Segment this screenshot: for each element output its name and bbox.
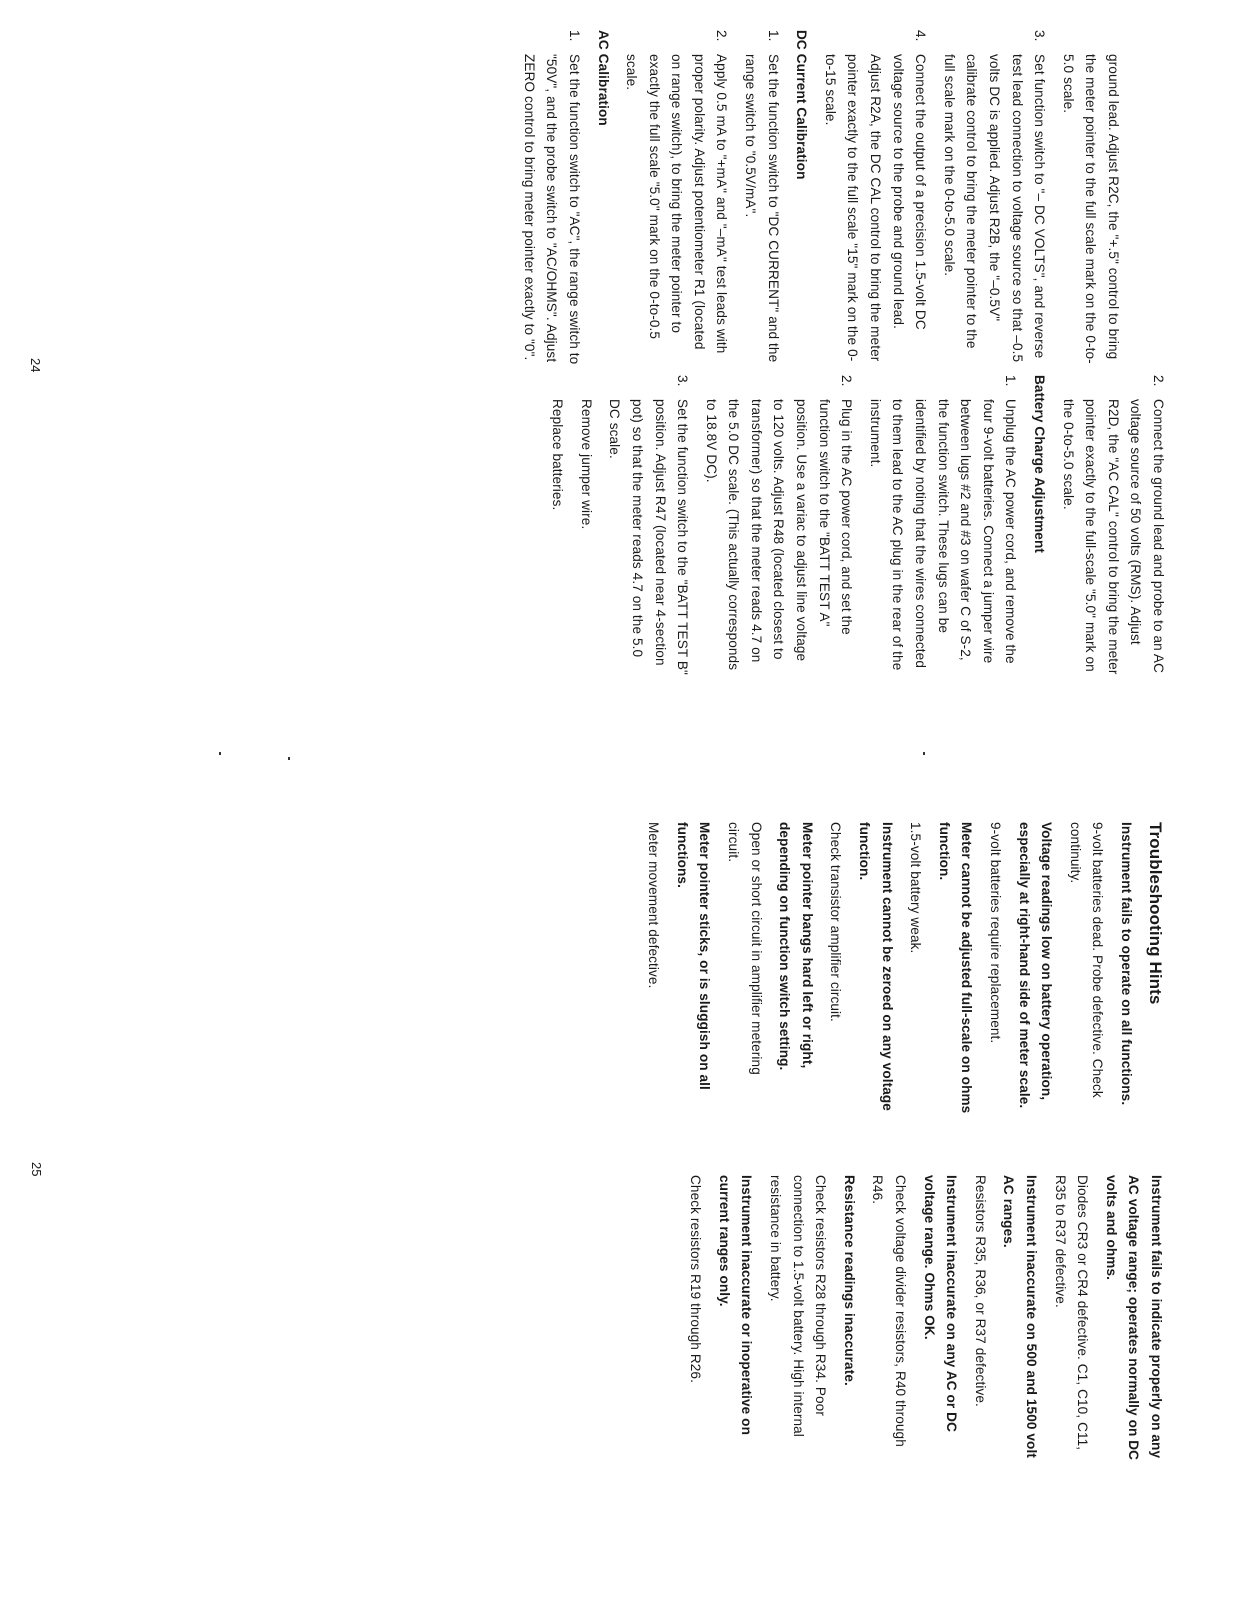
- page25-column1: [636, 822, 1167, 1117]
- troubleshooting-title: Troubleshooting Hints: [1146, 822, 1165, 1005]
- tip-answer: Check resistors R28 through R34. Poor connection to 1.5-volt battery. High internal resistance in battery.: [768, 1175, 829, 1437]
- tip-answer: Open or short circuit in amplifier metering circuit.: [726, 822, 764, 1075]
- tip-question: Meter cannot be adjusted full-scale on ohms function.: [936, 822, 975, 1114]
- scan-mark: [923, 752, 925, 755]
- tip-question: Instrument inaccurate on 500 and 1500 volt AC ranges.: [1001, 1175, 1040, 1458]
- tip-question: Resistance readings inaccurate.: [841, 1175, 857, 1386]
- replace-batteries-text: Replace batteries.: [550, 399, 566, 511]
- tip-question: Voltage readings low on battery operation, especially at right-hand side of meter scale.: [1016, 822, 1055, 1109]
- tip-answer: Meter movement defective.: [646, 822, 662, 989]
- page-number-24: 24: [28, 358, 43, 373]
- tip-answer: 9-volt batteries dead. Probe defective. Check continuity.: [1067, 822, 1106, 1098]
- battery-charge-heading: Battery Charge Adjustment: [1032, 375, 1048, 553]
- page24-column1: [511, 30, 1124, 366]
- dc-step-2: 2. Apply 0.5 mA to "+mA" and "–mA" test leads with proper polarity. Adjust potentiometer R1 (located on range switch), to bring the meter pointer to exactly the full scale "5.0" mark on the 0-to-0.5 scale.: [624, 30, 730, 354]
- tip-answer: Resistors R35, R36, or R37 defective.: [972, 1175, 988, 1407]
- remove-jumper-text: Remove jumper wire.: [578, 399, 594, 530]
- tip-answer: Check voltage divider resistors, R40 through R46.: [870, 1175, 909, 1447]
- dc-current-heading: DC Current Calibration: [794, 30, 810, 180]
- tip-answer: 1.5-volt battery weak.: [908, 822, 924, 954]
- tip-answer: Check resistors R19 through R26.: [688, 1175, 704, 1383]
- tip-question: Instrument fails to operate on all functions.: [1119, 822, 1134, 1106]
- scan-mark: [288, 757, 290, 760]
- dc-step-1: 1. Set the function switch to "DC CURRENT" and the range switch to "0.5V/mA".: [743, 30, 781, 363]
- step-3: 3. Set function switch to "– DC VOLTS", and reverse test lead connection to voltage source so that –0.5 volts DC is applied. Adjust R2B, the "–0.5V" calibrate control to bring the meter pointer to the full scale mark on the 0-to-5.0 scale.: [941, 30, 1048, 363]
- tip-answer: Diodes CR3 or CR4 defective. C1, C10, C11, R35 to R37 defective.: [1052, 1175, 1091, 1451]
- step-4: 4. Connect the output of a precision 1.5-volt DC voltage source to the probe and ground lead. Adjust R2A, the DC CAL control to bring the meter pointer exactly to the full scale "15" mark on the 0-to-15 scale.: [822, 30, 929, 362]
- tip-question: Meter pointer bangs hard left or right, depending on function switch setting.: [777, 822, 815, 1071]
- scan-mark: [219, 752, 221, 755]
- ac-step-2: 2. Connect the ground lead and probe to an AC voltage source of 50 volts (RMS). Adjust R2D, the "AC CAL" control to bring the meter pointer exactly to the full-scale "5.0" mark on the 0-to-5.0 scale.: [1060, 375, 1166, 675]
- ac-calibration-heading: AC Calibration: [595, 30, 611, 126]
- tip-question: Instrument inaccurate or inoperative on current ranges only.: [716, 1175, 755, 1435]
- tip-question: Instrument inaccurate on any AC or DC voltage range. Ohms OK.: [921, 1175, 960, 1432]
- page24-column2: [540, 375, 1169, 675]
- page25-column2: [678, 1175, 1167, 1475]
- tip-question: Instrument fails to indicate properly on any AC voltage range; operates normally on DC volts and ohms.: [1103, 1175, 1164, 1461]
- battery-step-1: 1. Unplug the AC power cord, and remove the four 9-volt batteries. Connect a jumper wire between lugs #2 and #3 on wafer C of S-2, the function switch. These lugs can be identified by noting that the wires connected to them lead to the AC plug in the rear of the instrument.: [867, 375, 1019, 671]
- battery-step-3: 3. Set the function switch to the "BATT TEST B" position. Adjust R47 (located near 4-section pot) so that the meter reads 4.7 on the 5.0 DC scale.: [607, 375, 691, 675]
- ac-step-1: 1. Set the function switch to "AC", the range switch to "50V", and the probe switch to "AC/OHMS". Adjust ZERO control to bring meter pointer exactly to "0".: [521, 30, 582, 365]
- tip-answer: 9-volt batteries require replacement.: [988, 822, 1004, 1044]
- tip-question: Instrument cannot be zeroed on any voltage function.: [857, 822, 895, 1111]
- page-number-25: 25: [29, 1162, 44, 1177]
- battery-step-2: 2. Plug in the AC power cord, and set the function switch to the "BATT TEST A" position. Use a variac to adjust line voltage to 120 volts. Adjust R48 (located closest to transformer) so that the meter reads 4.7 on the 5.0 DC scale. (This actually corresponds to 18.8V DC).: [703, 375, 855, 671]
- tip-answer: Check transistor amplifier circuit.: [828, 822, 844, 1022]
- tip-question: Meter pointer sticks, or is sluggish on all functions.: [674, 822, 713, 1090]
- continuation-text: ground lead. Adjust R2C, the "+.5" control to bring the meter pointer to the full scale mark on the 0-to-5.0 scale.: [1060, 54, 1121, 364]
